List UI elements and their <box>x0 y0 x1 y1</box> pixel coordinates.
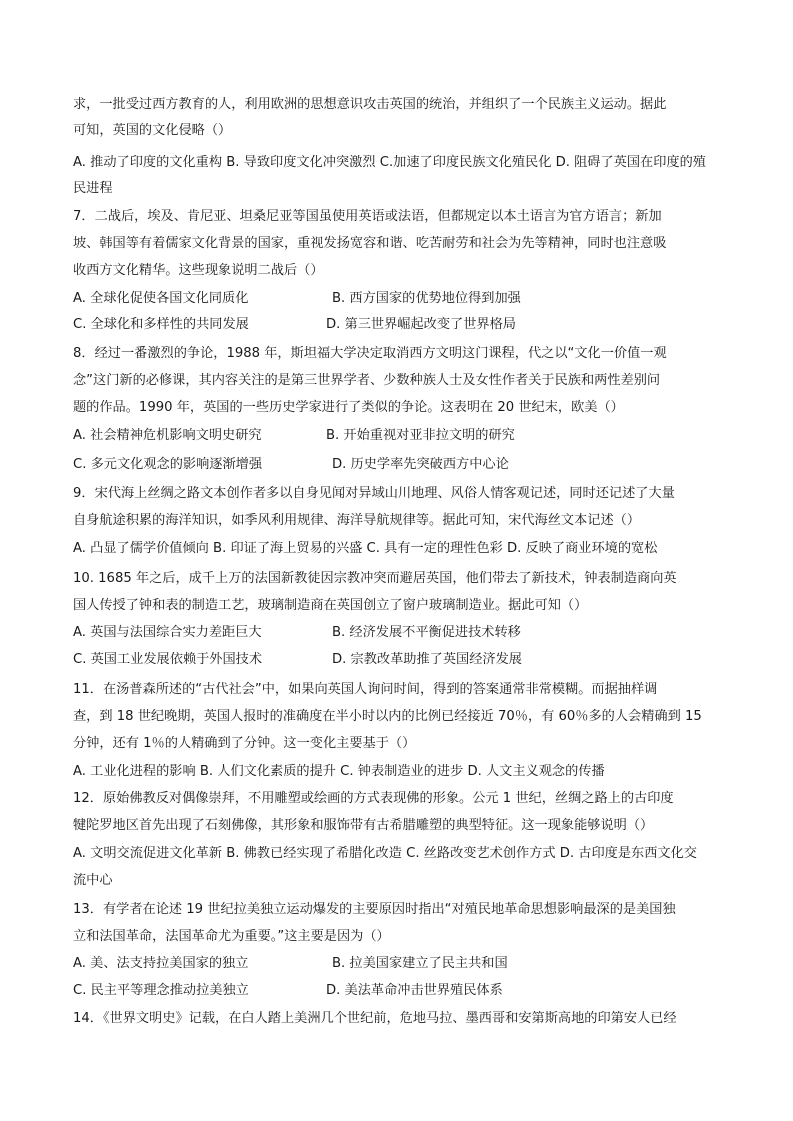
q7-stem-line-2: 坡、韩国等有着儒家文化背景的国家，重视发扬宽容和谐、吃苦耐劳和社会为先等精神，同时也注意吸 <box>73 236 667 251</box>
q7-stem-line-1: 7．二战后，埃及、肯尼亚、坦桑尼亚等国虽使用英语或法语，但都规定以本土语言为官方语言；新加 <box>73 209 662 224</box>
q8-stem-line-3: 题的作品。1990 年，英国的一些历史学家进行了类似的争论。这表明在 20 世纪末，欧美（） <box>73 400 624 415</box>
q9-stem-line-2: 自身航途积累的海洋知识，如季风利用规律、海洋导航规律等。据此可知，宋代海丝文本记述（） <box>73 513 641 528</box>
q13-option-d: D. 美法革命冲击世界殖民体系 <box>326 983 503 998</box>
q14-stem-line-1: 14．《世界文明史》记载，在白人踏上美洲几个世纪前，危地马拉、墨西哥和安第斯高地的印第安人已经 <box>73 1011 677 1026</box>
q11-options-line: A. 工业化进程的影响 B. 人们文化素质的提升 C. 钟表制造业的进步 D. 人文主义观念的传播 <box>73 764 605 779</box>
q10-option-d: D. 宗教改革助推了英国经济发展 <box>332 652 522 667</box>
q13-option-c: C. 民主平等理念推动拉美独立 <box>73 983 249 998</box>
q8-option-d: D. 历史学率先突破西方中心论 <box>332 457 509 472</box>
q7-option-a: A. 全球化促使各国文化同质化 <box>73 291 249 306</box>
q8-option-c: C. 多元文化观念的影响逐渐增强 <box>73 457 263 472</box>
q7-stem-line-3: 收西方文化精华。这些现象说明二战后（） <box>73 263 324 278</box>
q8-option-a: A. 社会精神危机影响文明史研究 <box>73 428 262 443</box>
q12-options-line-2: 流中心 <box>73 873 113 888</box>
q8-option-b: B. 开始重视对亚非拉文明的研究 <box>326 428 515 443</box>
q10-option-c: C. 英国工业发展依赖于外国技术 <box>73 652 263 667</box>
q12-stem-line-1: 12．原始佛教反对偶像崇拜，不用雕塑或绘画的方式表现佛的形象。公元 1 世纪，丝绸之路上的古印度 <box>73 791 674 806</box>
q10-option-b: B. 经济发展不平衡促进技术转移 <box>332 625 521 640</box>
q13-stem-line-2: 立和法国革命，法国革命尤为重要。”这主要是因为（） <box>73 929 390 944</box>
q7-option-d: D. 第三世界崛起改变了世界格局 <box>326 317 516 332</box>
q9-stem-line-1: 9．宋代海上丝绸之路文本创作者多以自身见闻对异域山川地理、风俗人情客观记述，同时还记述了大量 <box>73 486 675 501</box>
q11-stem-line-3: 分钟，还有 1％的人精确到了分钟。这一变化主要基于（） <box>73 736 416 751</box>
q6-options-line-2: 民进程 <box>73 181 113 196</box>
q12-options-line-1: A. 文明交流促进文化革新 B. 佛教已经实现了希腊化改造 C. 丝路改变艺术创作方式 D. 古印度是东西文化交 <box>73 846 697 861</box>
q12-stem-line-2: 犍陀罗地区首先出现了石刻佛像，其形象和服饰带有古希腊雕塑的典型特征。这一现象能够说明（） <box>73 818 654 833</box>
q10-stem-line-2: 国人传授了钟和表的制造工艺，玻璃制造商在英国创立了窗户玻璃制造业。据此可知（） <box>73 598 588 613</box>
q13-option-a: A. 美、法支持拉美国家的独立 <box>73 956 249 971</box>
q6-stem-line-2: 可知，英国的文化侵略（） <box>73 123 232 138</box>
q6-options-line-1: A. 推动了印度的文化重构 B. 导致印度文化冲突激烈 C.加速了印度民族文化殖民化 D. 阻碍了英国在印度的殖 <box>73 155 706 170</box>
q6-stem-line-1: 求，一批受过西方教育的人，利用欧洲的思想意识攻击英国的统治，并组织了一个民族主义运动。据此 <box>73 97 667 112</box>
q9-options-line: A. 凸显了儒学价值倾向 B. 印证了海上贸易的兴盛 C. 具有一定的理性色彩 D. 反映了商业环境的宽松 <box>73 541 658 556</box>
q8-stem-line-2: 念”这门新的必修课，其内容关注的是第三世界学者、少数种族人士及女性作者关于民族和两性差别问 <box>73 373 661 388</box>
q13-option-b: B. 拉美国家建立了民主共和国 <box>332 956 508 971</box>
q10-stem-line-1: 10. 1685 年之后，成千上万的法国新教徒因宗教冲突而避居英国，他们带去了新技术，钟表制造商向英 <box>73 571 677 586</box>
q11-stem-line-2: 查，到 18 世纪晚期，英国人报时的准确度在半小时以内的比例已经接近 70％，有 60％多的人会精确到 15 <box>73 709 702 724</box>
q7-option-b: B. 西方国家的优势地位得到加强 <box>332 291 521 306</box>
q10-option-a: A. 英国与法国综合实力差距巨大 <box>73 625 262 640</box>
q13-stem-line-1: 13．有学者在论述 19 世纪拉美独立运动爆发的主要原因时指出“对殖民地革命思想影响最深的是美国独 <box>73 902 676 917</box>
q8-stem-line-1: 8．经过一番激烈的争论，1988 年，斯坦福大学决定取消西方文明这门课程，代之以“文化一价值一观 <box>73 346 667 361</box>
q11-stem-line-1: 11．在汤普森所述的“古代社会”中，如果向英国人询问时间，得到的答案通常非常模糊。而据抽样调 <box>73 682 658 697</box>
q7-option-c: C. 全球化和多样性的共同发展 <box>73 317 249 332</box>
